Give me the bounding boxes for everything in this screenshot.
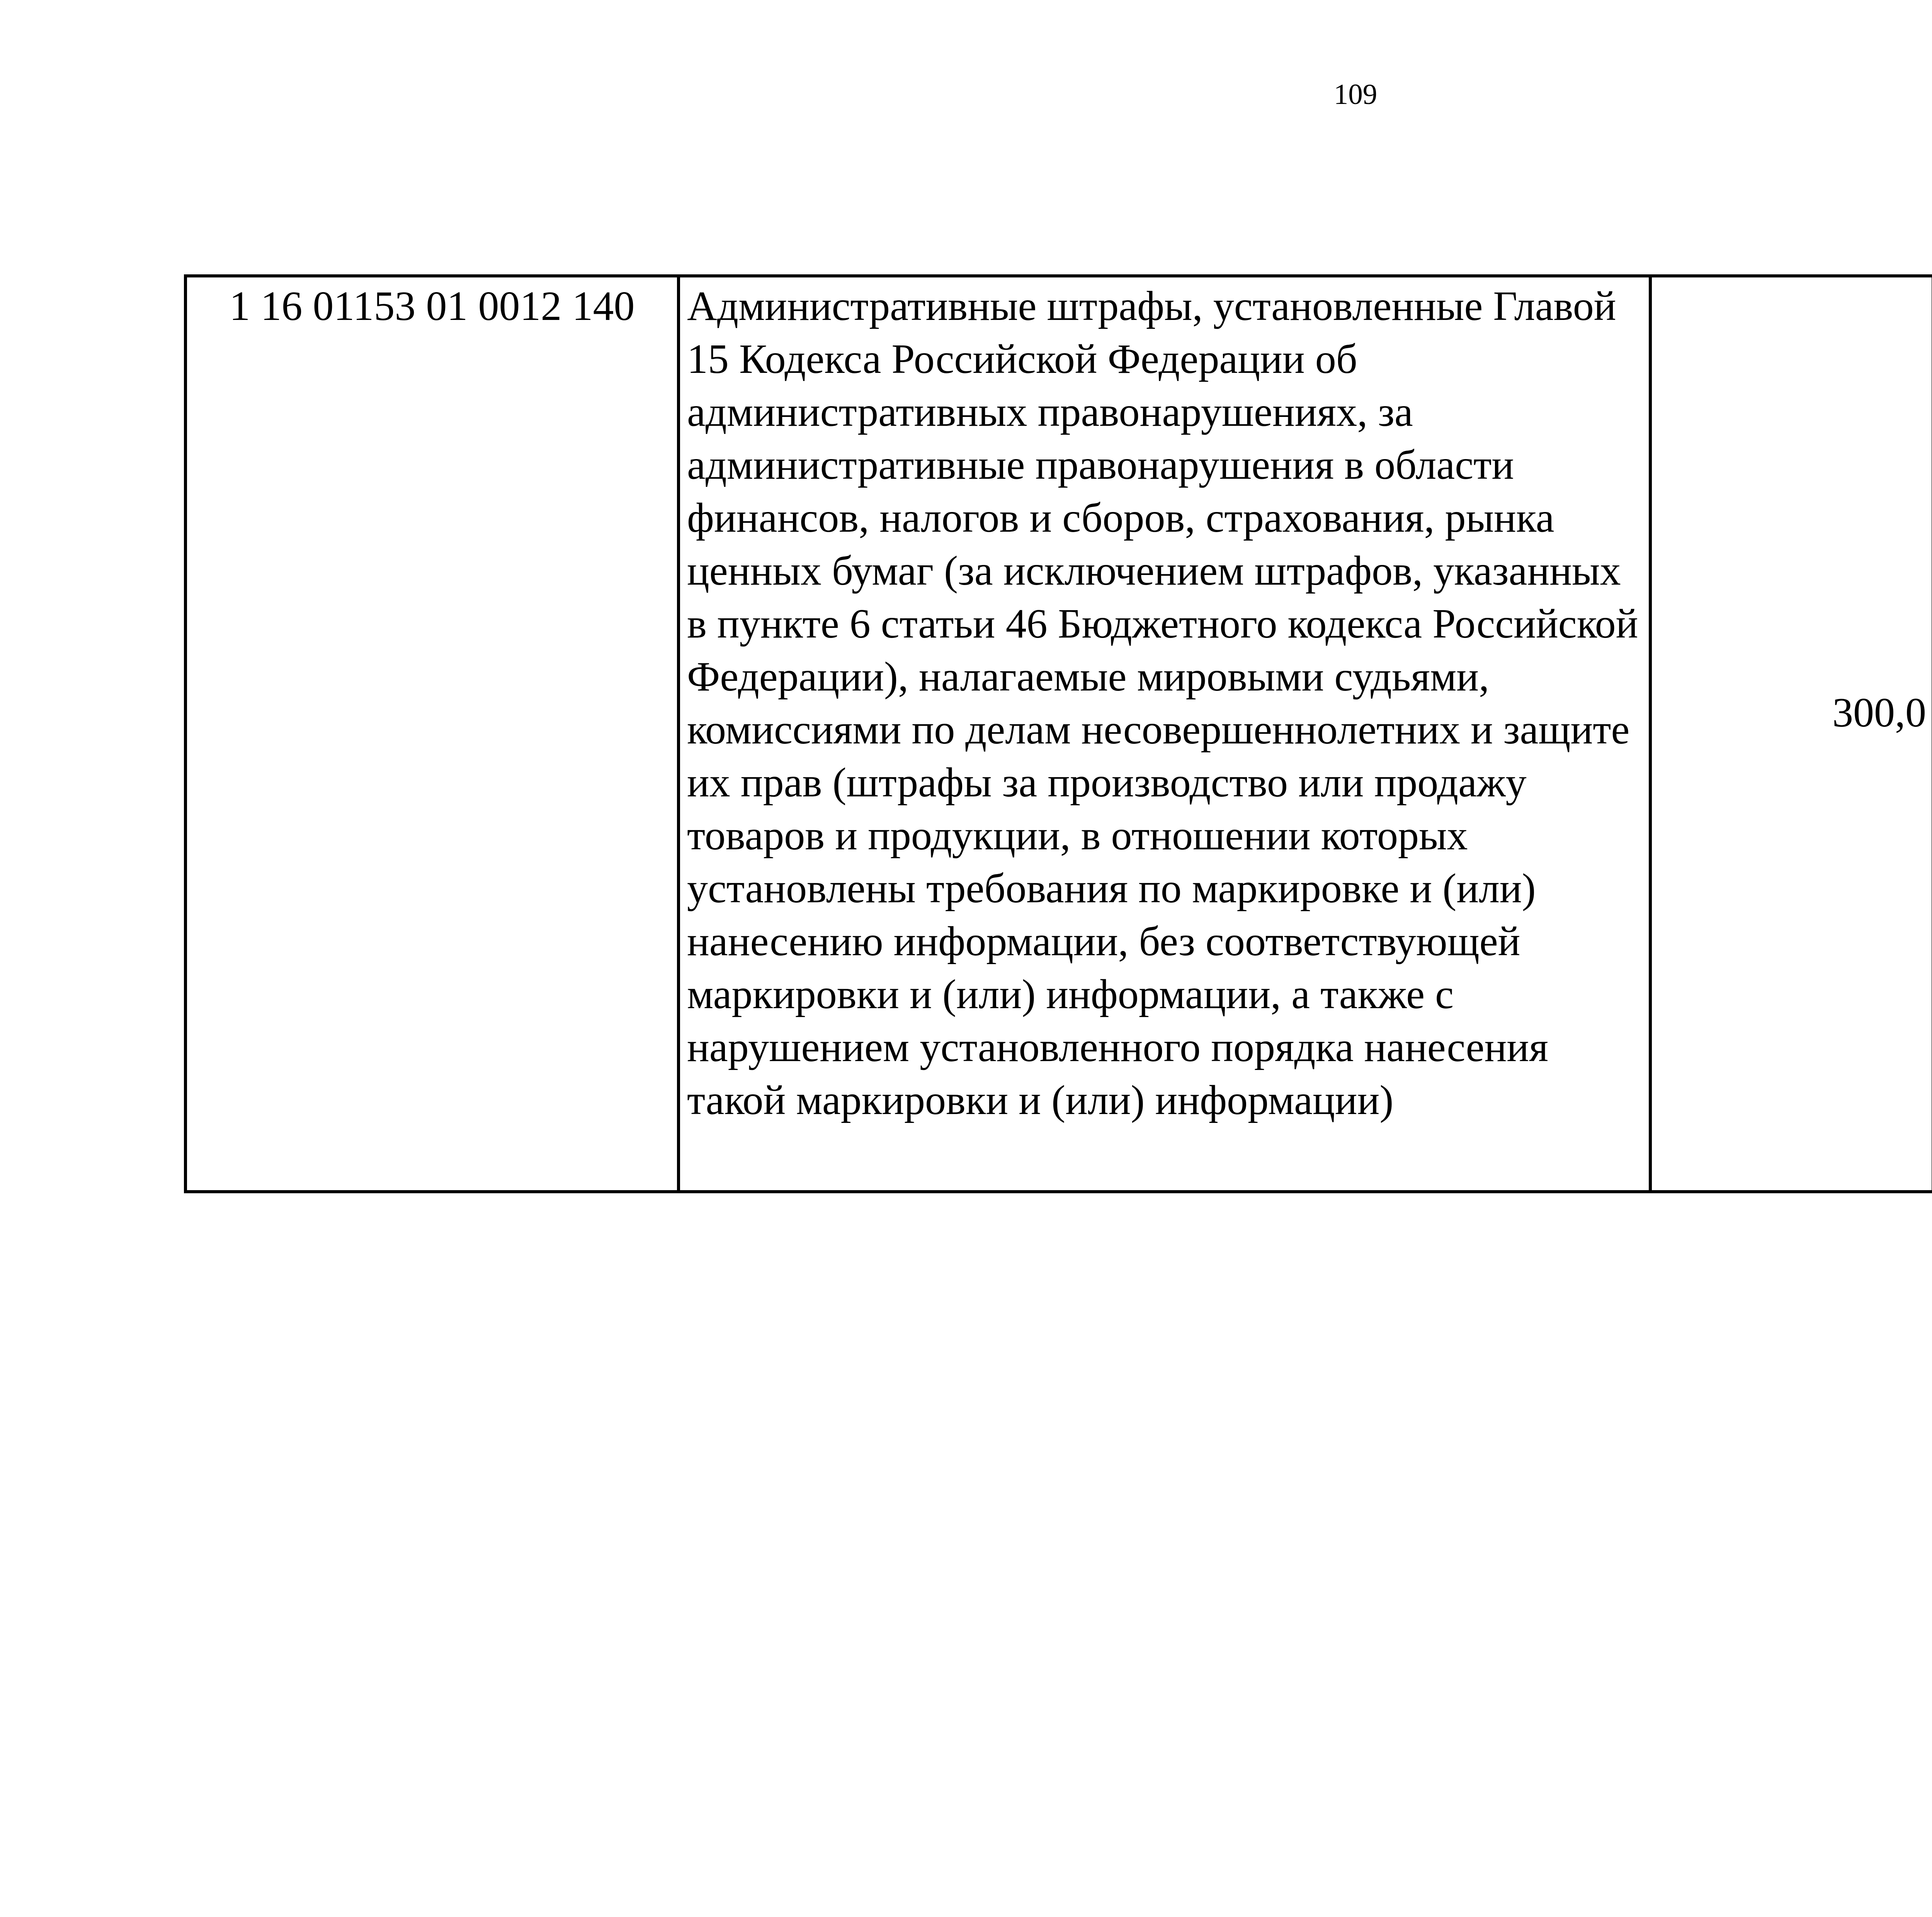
- revenue-description-cell: Административные штрафы, установленные Главой 15 Кодекса Российской Федерации об административных правонарушениях, за административные правонарушения в области финансов, налогов и сборов, страхования, рынка ценных бумаг (за исключением штрафов, указанных в пункте 6 статьи 46 Бюджетного кодекса Российской Федерации), налагаемые мировыми судьями, комиссиями по делам несовершеннолетних и защите их прав (штрафы за производство или продажу товаров и продукции, в отношении которых установлены требования по маркировке и (или) нанесению информации, без соответствующей маркировки и (или) информации, а также с нарушением установленного порядка нанесения такой маркировки и (или) информации): [679, 276, 1650, 1192]
- budget-classification-code-cell: 1 16 01153 01 0012 140: [185, 276, 679, 1192]
- budget-table: [184, 274, 1932, 1193]
- table-row: [185, 276, 1932, 1192]
- page-number: 109: [1333, 78, 1378, 111]
- amount-cell-year-1: 300,0: [1650, 276, 1932, 1192]
- table-body: [185, 276, 1932, 1192]
